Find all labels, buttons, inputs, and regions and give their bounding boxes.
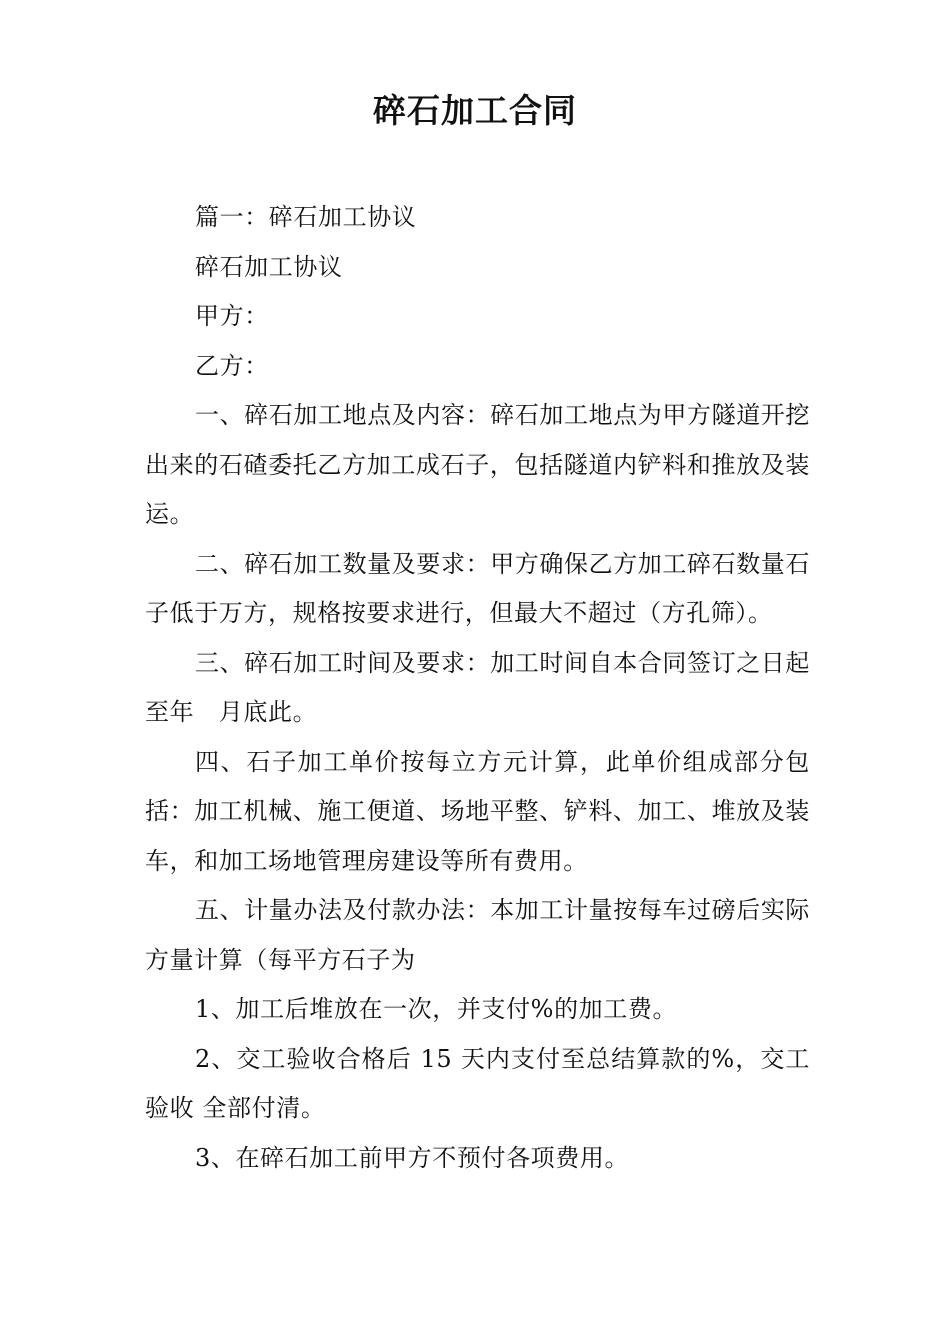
paragraph-clause-5: 五、计量办法及付款办法：本加工计量按每车过磅后实际方量计算（每平方石子为 (145, 896, 810, 974)
paragraph-payment-1: 1、加工后堆放在一次，并支付%的加工费。 (195, 995, 678, 1023)
paragraph-payment-2: 2、交工验收合格后 15 天内支付至总结算款的%，交工验收 全部付清。 (145, 1044, 810, 1122)
document-title: 碎石加工合同 (373, 91, 577, 130)
paragraph-clause-2: 二、碎石加工数量及要求：甲方确保乙方加工碎石数量石子低于万方，规格按要求进行，但最大不超过（方孔筛）。 (145, 549, 810, 627)
document-body (145, 193, 810, 1183)
paragraph-party-b: 乙方： (195, 351, 269, 380)
paragraph-payment-3: 3、在碎石加工前甲方不预付各项费用。 (195, 1143, 630, 1172)
paragraph-clause-3: 三、碎石加工时间及要求：加工时间自本合同签订之日起至年 月底此。 (145, 648, 810, 726)
paragraph-section-heading: 篇一：碎石加工协议 (195, 203, 417, 231)
paragraph-clause-1: 一、碎石加工地点及内容：碎石加工地点为甲方隧道开挖出来的石碴委托乙方加工成石子，包括隧道内铲料和推放及装运。 (145, 401, 810, 528)
paragraph-agreement-title: 碎石加工协议 (195, 252, 343, 281)
paragraph-clause-4: 四、石子加工单价按每立方元计算，此单价组成部分包括：加工机械、施工便道、场地平整、铲料、加工、堆放及装车，和加工场地管理房建设等所有费用。 (145, 747, 810, 875)
paragraph-party-a: 甲方： (195, 302, 269, 330)
